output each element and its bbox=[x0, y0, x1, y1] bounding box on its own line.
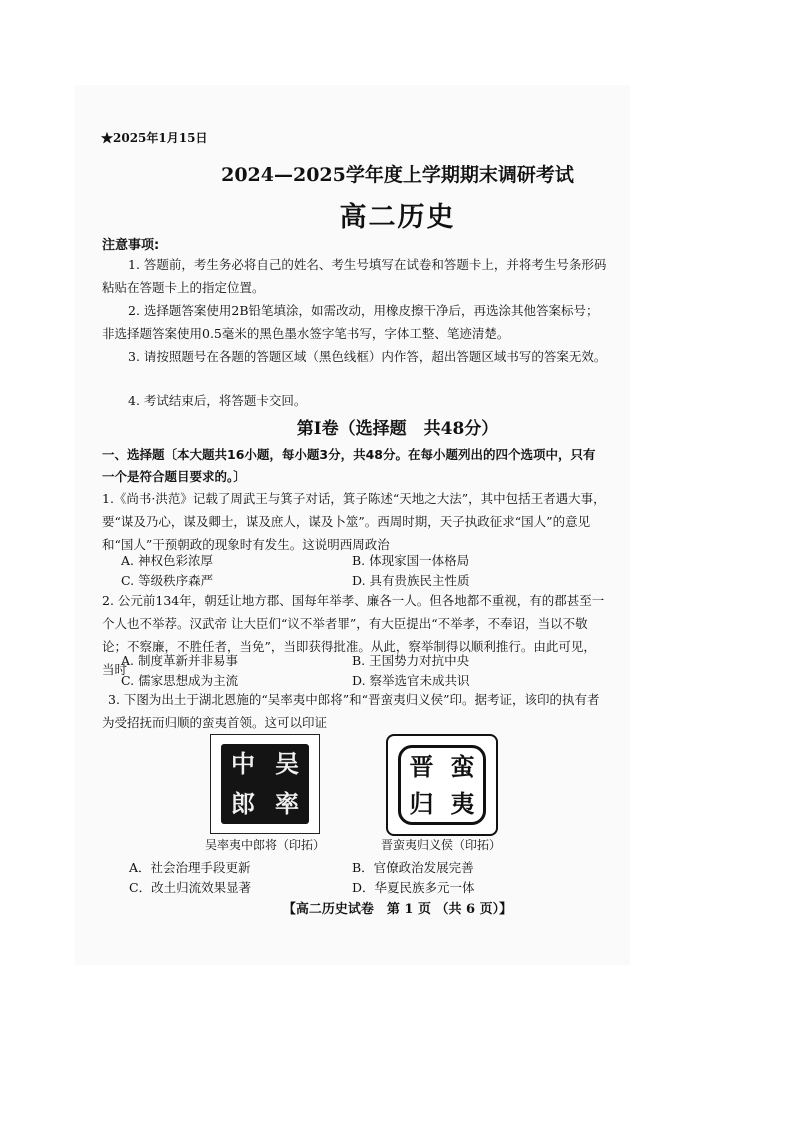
question-2-stem: 2. 公元前134年，朝廷让地方郡、国每年举孝、廉各一人。但各地都不重视，有的郡甚至一个人也不举荐。汉武帝 让大臣们“议不举者罪”，有大臣提出“不举孝，不奉诏，当以不敬论；不察廉，不胜任者，当免”，当即获得批准。从此，察举制得以顺利推行。由此可见，当时 bbox=[102, 593, 605, 677]
seal-caption-wu: 吴率夷中郎将（印拓） bbox=[205, 838, 326, 852]
question-1-option-d[interactable]: D. 具有贵族民主性质 bbox=[352, 573, 470, 588]
section-instruction: 一、选择题〔本大题共16小题，每小题3分，共48分。在每小题列出的四个选项中，只有一个是符合题目要求的。〕 bbox=[102, 447, 596, 484]
question-1-option-b[interactable]: B. 体现家国一体格局 bbox=[352, 553, 470, 568]
section-title: 第Ⅰ卷（选择题 共48分） bbox=[296, 419, 499, 439]
notes-heading: 注意事项: bbox=[102, 238, 160, 253]
seal-char: 归 bbox=[409, 788, 434, 818]
question-3-option-b[interactable]: B．官僚政治发展完善 bbox=[352, 860, 474, 875]
seal-char: 夷 bbox=[450, 788, 475, 818]
question-2-option-d[interactable]: D. 察举选官未成共识 bbox=[352, 673, 470, 688]
note-item: 1. 答题前，考生务必将自己的姓名、考生号填写在试卷和答题卡上，并将考生号条形码粘贴在答题卡上的指定位置。 bbox=[102, 257, 607, 295]
seal-char: 中 bbox=[231, 749, 255, 778]
seal-char: 率 bbox=[275, 789, 299, 818]
question-2-option-c[interactable]: C. 儒家思想成为主流 bbox=[121, 673, 239, 688]
question-1-stem: 1.《尚书·洪范》记载了周武王与箕子对话，箕子陈述“天地之大法”，其中包括王者遇大事，要“谋及乃心，谋及卿士，谋及庶人，谋及卜筮”。西周时期，天子执政征求“国人”的意见和“国人”干预朝政的现象时有发生。这说明西周政治 bbox=[102, 491, 606, 552]
seal-char: 蛮 bbox=[450, 751, 475, 781]
question-3-stem: 3. 下图为出土于湖北恩施的“吴率夷中郎将”和“晋蛮夷归义侯”印。据考证，该印的执有者为受招抚而归顺的蛮夷首领。这可以印证 bbox=[102, 692, 600, 730]
page-footer: 【高二历史试卷 第 1 页 （共 6 页）】 bbox=[282, 902, 513, 917]
seal-char: 吴 bbox=[275, 749, 299, 778]
note-item: 2. 选择题答案使用2B铅笔填涂，如需改动，用橡皮擦干净后，再选涂其他答案标号；非选择题答案使用0.5毫米的黑色墨水签字笔书写，字体工整、笔迹清楚。 bbox=[102, 303, 599, 341]
question-2-option-a[interactable]: A. 制度革新并非易事 bbox=[121, 653, 238, 668]
seal-char: 晋 bbox=[409, 751, 434, 781]
note-item: 3. 请按照题号在各题的答题区域（黑色线框）内作答，超出答题区域书写的答案无效。 bbox=[128, 349, 607, 364]
seal-char: 郎 bbox=[231, 789, 255, 818]
question-2-option-b[interactable]: B. 王国势力对抗中央 bbox=[352, 653, 470, 668]
question-3-option-c[interactable]: C．改土归流效果显著 bbox=[129, 880, 252, 895]
seal-image-jin bbox=[386, 734, 498, 836]
question-1-option-c[interactable]: C. 等级秩序森严 bbox=[121, 573, 214, 588]
question-1-option-a[interactable]: A. 神权色彩浓厚 bbox=[121, 553, 213, 568]
note-item: 4. 考试结束后，将答题卡交回。 bbox=[128, 393, 307, 408]
exam-subject: 高二历史 bbox=[339, 202, 456, 233]
question-3-option-d[interactable]: D．华夏民族多元一体 bbox=[352, 880, 475, 895]
exam-date: ★2025年1月15日 bbox=[101, 131, 208, 145]
exam-title: 2024—2025学年度上学期期末调研考试 bbox=[221, 164, 574, 186]
seal-caption-jin: 晋蛮夷归义侯（印拓） bbox=[381, 838, 502, 852]
question-3-option-a[interactable]: A．社会治理手段更新 bbox=[129, 860, 251, 875]
seal-image-wu bbox=[210, 734, 320, 834]
